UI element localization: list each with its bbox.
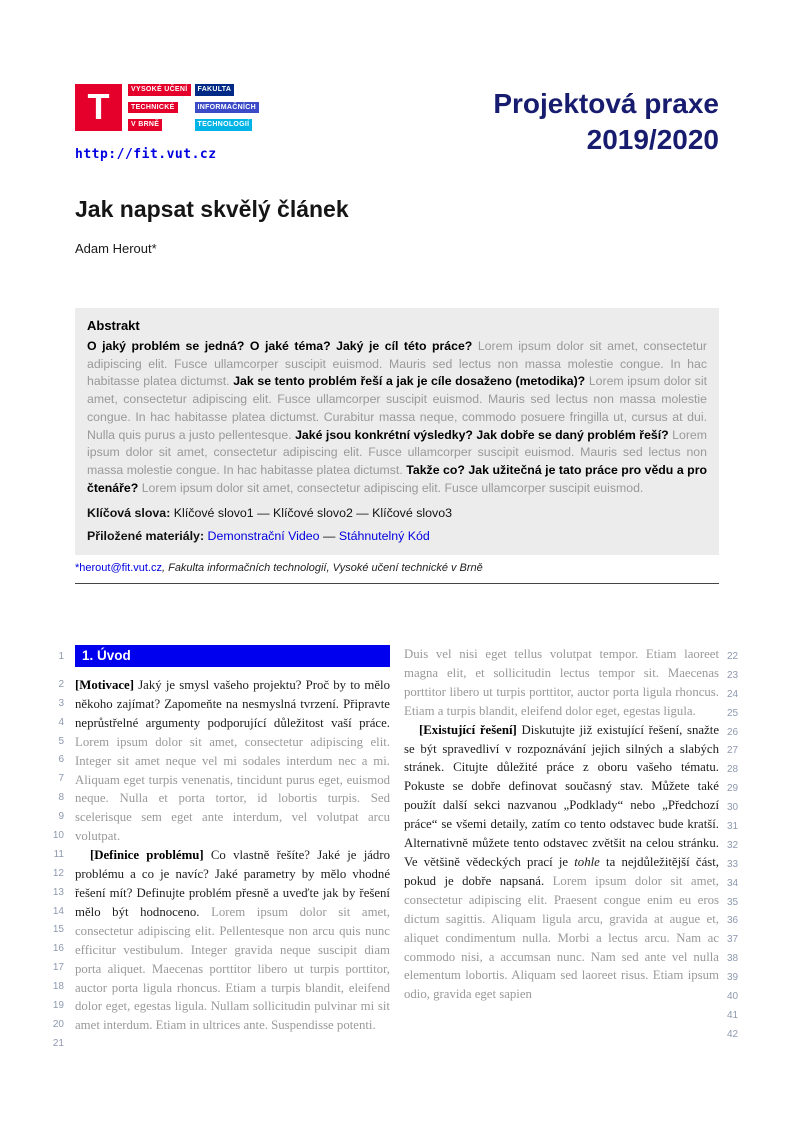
author-footnote (75, 562, 719, 584)
materials-links (208, 529, 430, 543)
line-number: 10 (52, 830, 64, 842)
materials-line (87, 529, 707, 543)
line-number: 26 (727, 726, 739, 738)
line-number: 22 (727, 651, 739, 662)
logo-line-university-3: V BRNĚ (128, 119, 162, 131)
text-segment: Lorem ipsum dolor sit amet, consectetur adipiscing elit. Fusce ullamcorper suscipit euismod. (141, 480, 644, 495)
text-segment: Jaké jsou konkrétní výsledky? Jak dobře se daný problém řeší? (295, 427, 673, 442)
line-number: 19 (52, 1000, 64, 1012)
vut-fit-logo (75, 84, 259, 131)
paragraph-motivace (75, 676, 390, 846)
keywords-value: Klíčové slovo1 — Klíčové slovo2 — Klíčové slovo3 (173, 506, 453, 521)
line-number: 13 (52, 886, 64, 898)
course-title: Projektová praxe (493, 88, 719, 119)
line-number: 42 (727, 1028, 739, 1040)
logo-line-university-2: TECHNICKÉ (128, 102, 178, 114)
abstract-heading: Abstrakt (87, 318, 140, 333)
text-segment: Lorem ipsum dolor sit amet, consectetur adipiscing elit. Fusce ullamcorper suscipit euismod. Mauris sed lectus non massa molestie congue. In hac habitasse platea dictumst. Curabitur massa neque, commodo posuere fringilla ut, cursus at dui. Nulla quis purus a justo pellentesque. (87, 374, 707, 442)
text-segment: [Definice problému] (90, 848, 211, 863)
article-body (75, 645, 719, 1047)
text-segment: Takže co? Jak užitečná je tato práce pro vědu a pro čtenáře? (87, 462, 707, 495)
line-number: 37 (727, 934, 739, 946)
abstract-section (75, 308, 719, 584)
line-number: 1 (58, 651, 64, 662)
paper-title: Jak napsat skvělý článek (75, 196, 349, 222)
course-year: 2019/2020 (586, 123, 719, 155)
line-number: 16 (52, 943, 64, 955)
line-number: 23 (727, 669, 739, 681)
text-segment: tohle (574, 854, 600, 869)
line-number: 32 (727, 839, 739, 851)
text-segment: Duis vel nisi eget tellus volutpat tempor. Etiam laoreet magna elit, et sollicitudin lectus tempor sit. Maecenas porttitor libero ut turpis porttitor, auctor porta ligula rhoncus. Etiam a turpis blandit, eleifend dolor eget, egestas ligula. (404, 647, 719, 718)
line-number: 34 (727, 877, 739, 889)
line-number: 30 (727, 802, 739, 814)
text-segment: Co vlastně řešíte? Jaké je jádro problému a co je navíc? Jaké parametry by mělo vhodné řešení mít? Definujte problém přesně a uveďte jak by řešení mělo být hodnoceno. (75, 848, 390, 919)
logo-line-faculty-1: FAKULTA (195, 84, 235, 96)
paragraph-existujici-reseni (404, 721, 719, 1005)
line-number: 6 (58, 754, 64, 766)
line-number: 21 (52, 1037, 64, 1049)
logo-university-column (128, 84, 191, 131)
line-numbers-left (38, 648, 64, 1054)
line-number: 2 (58, 678, 64, 690)
text-segment: Lorem ipsum dolor sit amet, consectetur adipiscing elit. Integer sit amet neque vel mi sodales interdum nec a mi. Aliquam eget turpis venenatis, tincidunt purus eget, euismod neque. Nulla et porta tortor, id lobortis turpis. Sed scelerisque sem eget ante interdum, vel volutpat arcu volutpat. (75, 734, 390, 844)
line-number: 12 (52, 867, 64, 879)
line-number: 3 (58, 697, 64, 709)
materials-label: Přiložené materiály: (87, 529, 205, 544)
text-segment: Lorem ipsum dolor sit amet, consectetur adipiscing elit. Pellentesque non arcu quis nunc efficitur vestibulum. Integer gravida neque suscipit diam porta aliquet. Maecenas porttitor libero ut turpis porttitor, auctor porta ligula rhoncus. Etiam a turpis blandit, eleifend dolor eget, egestas ligula. Nullam sollicitudin pulvinar mi sit amet interdum. Etiam in ultrices ante. Suspendisse potenti. (75, 904, 390, 1033)
keywords-label: Klíčová slova: (87, 506, 171, 521)
text-segment: [Existující řešení] (419, 722, 522, 737)
line-number: 11 (53, 848, 64, 860)
text-segment: Jak se tento problém řeší a jak je cíle dosaženo (metodika)? (233, 374, 589, 389)
vut-logo-icon (75, 84, 122, 131)
line-number: 5 (58, 735, 64, 747)
line-numbers-right (727, 648, 753, 1045)
text-segment: Lorem ipsum dolor sit amet, consectetur adipiscing elit. Fusce ullamcorper suscipit euismod. Mauris sed lectus non massa molestie congue. In hac habitasse platea dictumst. (87, 427, 707, 477)
line-number: 7 (58, 773, 64, 785)
line-number: 25 (727, 707, 739, 719)
line-number: 35 (727, 896, 739, 908)
logo-letter-t: T (87, 85, 110, 127)
keywords-line (87, 506, 707, 520)
text-link[interactable]: *herout@fit.vut.cz (75, 562, 162, 575)
text-segment: O jaký problém se jedná? O jaké téma? Jaký je cíl této práce? (87, 339, 478, 353)
line-number: 15 (52, 924, 64, 936)
text-segment: Lorem ipsum dolor sit amet, consectetur adipiscing elit. Praesent congue enim eu eros dictum sagittis. Aliquam ligula arcu, gravida at augue et, aliquet condimentum nulla. Morbi a lectus arcu. Nam ac commodo nisi, a accumsan nunc. Nam sed ante vel nulla elementum lobortis. Aliquam sed laoreet risus. Etiam ipsum odio, gravida eget sapien (404, 873, 719, 1002)
abstract-text (87, 338, 707, 497)
line-number: 33 (727, 858, 739, 870)
line-number: 17 (52, 962, 64, 974)
left-column (75, 645, 390, 1047)
logo-line-faculty-3: TECHNOLOGIÍ (195, 119, 253, 131)
logo-line-faculty-2: INFORMAČNÍCH (195, 102, 259, 114)
line-number: 39 (727, 972, 739, 984)
paragraph-definice-problemu (75, 846, 390, 1035)
line-number: 40 (727, 991, 739, 1003)
line-number: 41 (727, 1009, 739, 1021)
text-segment: , Fakulta informačních technologií, Vysoké učení technické v Brně (161, 562, 483, 575)
abstract-box (75, 308, 719, 555)
line-number: 31 (727, 821, 739, 833)
line-number: 9 (58, 811, 64, 823)
line-number: 28 (727, 764, 739, 776)
paragraph-continuation (404, 645, 719, 721)
line-number: 38 (727, 953, 739, 965)
line-number: 14 (52, 905, 64, 917)
text-segment: Diskutujte již existující řešení, snažte se být spravedliví v rozpoznávání jejich silných a slabých stránek. Citujte důležité práce z oboru vašeho tématu. Pokuste se dobře definovat současný stav. Můžete také použít další sekci nazvanou „Podklady“ nebo „Předchozí práce“ se všemi detaily, zatím co tento odstavec bude kratší. Alternativně můžete tento odstavec zvětšit na celou stránku. Ve většině vědeckých prací je (404, 722, 719, 869)
text-segment: — (319, 529, 339, 544)
logo-text-block (128, 84, 259, 131)
text-link[interactable]: Demonstrační Video (207, 529, 320, 544)
logo-faculty-column (195, 84, 259, 131)
line-number: 29 (727, 783, 739, 795)
text-segment: Jaký je smysl vašeho projektu? Proč by to mělo někoho zajímat? Zapomeňte na nesmyslná tvrzení. Připravte neprůstřelné argumenty podporující důležitost vaší práce. (75, 678, 390, 730)
line-number: 4 (58, 716, 64, 728)
line-number: 24 (727, 688, 739, 700)
line-number: 20 (52, 1018, 64, 1030)
line-number: 36 (727, 915, 739, 927)
text-segment: Lorem ipsum dolor sit amet, consectetur adipiscing elit. Fusce ullamcorper suscipit euismod. Mauris sed lectus non massa molestie congue. In hac habitasse platea dictumst. (87, 339, 708, 389)
section-heading-uvod: 1. Úvod (75, 645, 390, 667)
author-name: Adam Herout* (75, 241, 157, 256)
text-link[interactable]: Stáhnutelný Kód (338, 529, 430, 544)
text-segment: ta nejdůležitější část, pokud je dobře napsaná. (404, 854, 719, 888)
course-header (493, 86, 719, 158)
text-segment: [Motivace] (75, 678, 139, 692)
line-number: 18 (52, 981, 64, 993)
fit-website-link[interactable]: http://fit.vut.cz (75, 147, 217, 162)
line-number: 27 (727, 745, 739, 757)
line-number: 8 (58, 792, 64, 804)
logo-line-university-1: VYSOKÉ UČENÍ (128, 84, 191, 96)
right-column (404, 645, 719, 1047)
